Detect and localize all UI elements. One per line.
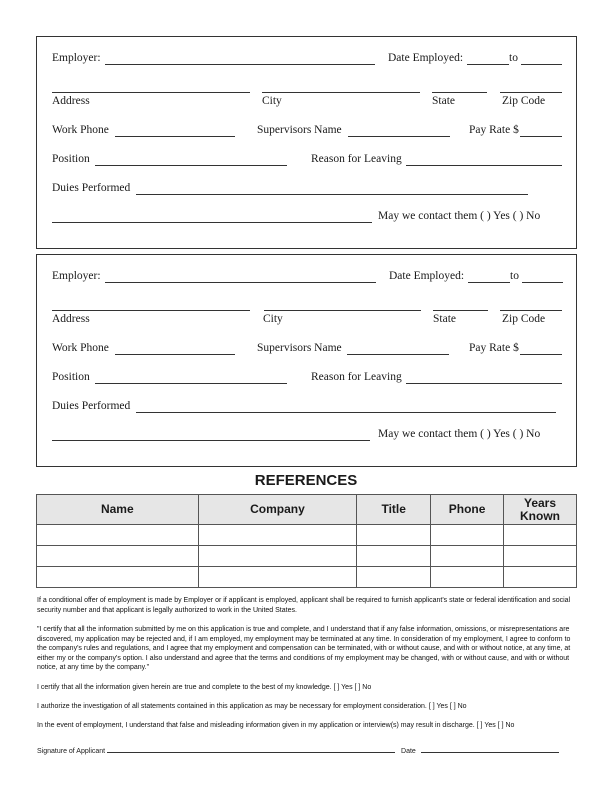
table-row [37,567,577,588]
employment-history-block-1 [36,36,577,249]
reference-company-cell[interactable] [198,546,357,567]
reference-title-cell[interactable] [357,546,431,567]
state-label: State [432,95,455,107]
reference-phone-cell[interactable] [431,567,504,588]
references-table [36,494,577,588]
column-header-company: Company [198,495,357,525]
conditional-offer-notice: If a conditional offer of employment is made by Employer or if applicant is employed, applicant shall be required to furnish applicant's state or federal identification and social security number and that applicant is legally authorized to work in the United States. [37,597,571,614]
signature-field[interactable] [107,752,395,753]
date-employed-label: Date Employed: [388,52,464,64]
reason-for-leaving-label: Reason for Leaving [311,153,402,165]
reference-name-cell[interactable] [37,546,199,567]
references-title: REFERENCES [254,472,358,489]
address-field[interactable] [52,310,250,311]
column-header-years-known: Years Known [504,495,577,525]
date-employed-from-field[interactable] [468,282,510,283]
reference-years-known-cell[interactable] [504,525,577,546]
reference-name-cell[interactable] [37,567,199,588]
city-field[interactable] [264,310,421,311]
reference-title-cell[interactable] [357,525,431,546]
certification-statement: "I certify that all the information submitted by me on this application is true and complete, and I understand that if any false information, omissions, or misrepresentations are discovered, my application may be rejected and, if I am employed, my employment may be terminated at any time. In consideration of my employment, I agree to conform to the company's rules and regulations, and I agree that my employment and compensation can be terminated, with or without cause, and with or without notice, at any time, at either my or the company's option. I also understand and agree that the terms and conditions of my employment may be changed, with or without cause, and with or without notice, at any time by the company." [37,626,571,672]
may-we-contact-label[interactable]: May we contact them ( ) Yes ( ) No [378,428,541,440]
to-label: to [509,52,518,64]
reference-phone-cell[interactable] [431,525,504,546]
reference-title-cell[interactable] [357,567,431,588]
may-we-contact-label[interactable]: May we contact them ( ) Yes ( ) No [378,210,541,222]
date-label: Date [401,748,416,755]
duties-performed-field[interactable] [136,194,528,195]
duties-continued-field[interactable] [52,222,372,223]
employer-label: Employer: [52,52,101,64]
supervisor-field[interactable] [348,136,450,137]
employer-field[interactable] [105,282,376,283]
reference-years-known-cell[interactable] [504,546,577,567]
reason-for-leaving-field[interactable] [406,383,562,384]
reference-company-cell[interactable] [198,567,357,588]
pay-rate-label: Pay Rate $ [469,124,519,136]
duties-performed-field[interactable] [136,412,556,413]
column-header-phone: Phone [431,495,504,525]
work-phone-field[interactable] [115,136,235,137]
date-employed-from-field[interactable] [467,64,509,65]
work-phone-label: Work Phone [52,342,109,354]
city-field[interactable] [262,92,420,93]
employer-field[interactable] [105,64,375,65]
zip-code-label: Zip Code [502,313,546,325]
zip-code-field[interactable] [500,310,562,311]
true-complete-statement[interactable]: I certify that all the information given herein are true and complete to the best of my knowledge. [ ] Yes [ ] No [37,684,372,691]
position-field[interactable] [95,383,287,384]
address-label: Address [52,313,90,325]
work-phone-field[interactable] [115,354,235,355]
pay-rate-field[interactable] [520,354,562,355]
position-label: Position [52,371,90,383]
employment-history-block-2 [36,254,577,467]
supervisor-field[interactable] [347,354,449,355]
signature-date-field[interactable] [421,752,559,753]
reference-years-known-cell[interactable] [504,567,577,588]
position-label: Position [52,153,90,165]
pay-rate-field[interactable] [520,136,562,137]
column-header-name: Name [37,495,199,525]
reference-name-cell[interactable] [37,525,199,546]
city-label: City [263,313,283,325]
employer-label: Employer: [52,270,101,282]
column-header-title: Title [357,495,431,525]
state-field[interactable] [433,310,488,311]
authorize-investigation-statement[interactable]: I authorize the investigation of all statements contained in this application as may be necessary for employment consideration. [ ] Yes [ ] No [37,703,467,710]
reference-company-cell[interactable] [198,525,357,546]
date-employed-to-field[interactable] [522,282,563,283]
table-row [37,525,577,546]
pay-rate-label: Pay Rate $ [469,342,519,354]
signature-label: Signature of Applicant [37,748,106,755]
address-label: Address [52,95,90,107]
supervisor-label: Supervisors Name [257,342,342,354]
to-label: to [510,270,519,282]
reason-for-leaving-field[interactable] [406,165,562,166]
duties-performed-label: Duies Performed [52,182,131,194]
zip-code-field[interactable] [500,92,562,93]
date-employed-to-field[interactable] [521,64,562,65]
city-label: City [262,95,282,107]
work-phone-label: Work Phone [52,124,109,136]
supervisor-label: Supervisors Name [257,124,342,136]
reason-for-leaving-label: Reason for Leaving [311,371,402,383]
zip-code-label: Zip Code [502,95,546,107]
reference-phone-cell[interactable] [431,546,504,567]
date-employed-label: Date Employed: [389,270,465,282]
signature-row [37,748,577,755]
state-label: State [433,313,456,325]
address-field[interactable] [52,92,250,93]
position-field[interactable] [95,165,287,166]
table-row [37,546,577,567]
duties-continued-field[interactable] [52,440,370,441]
duties-performed-label: Duies Performed [52,400,131,412]
references-header-row [37,495,577,525]
discharge-statement[interactable]: In the event of employment, I understand that false and misleading information given in my application or interview(s) may result in discharge. [ ] Yes [ ] No [37,722,515,729]
state-field[interactable] [432,92,487,93]
